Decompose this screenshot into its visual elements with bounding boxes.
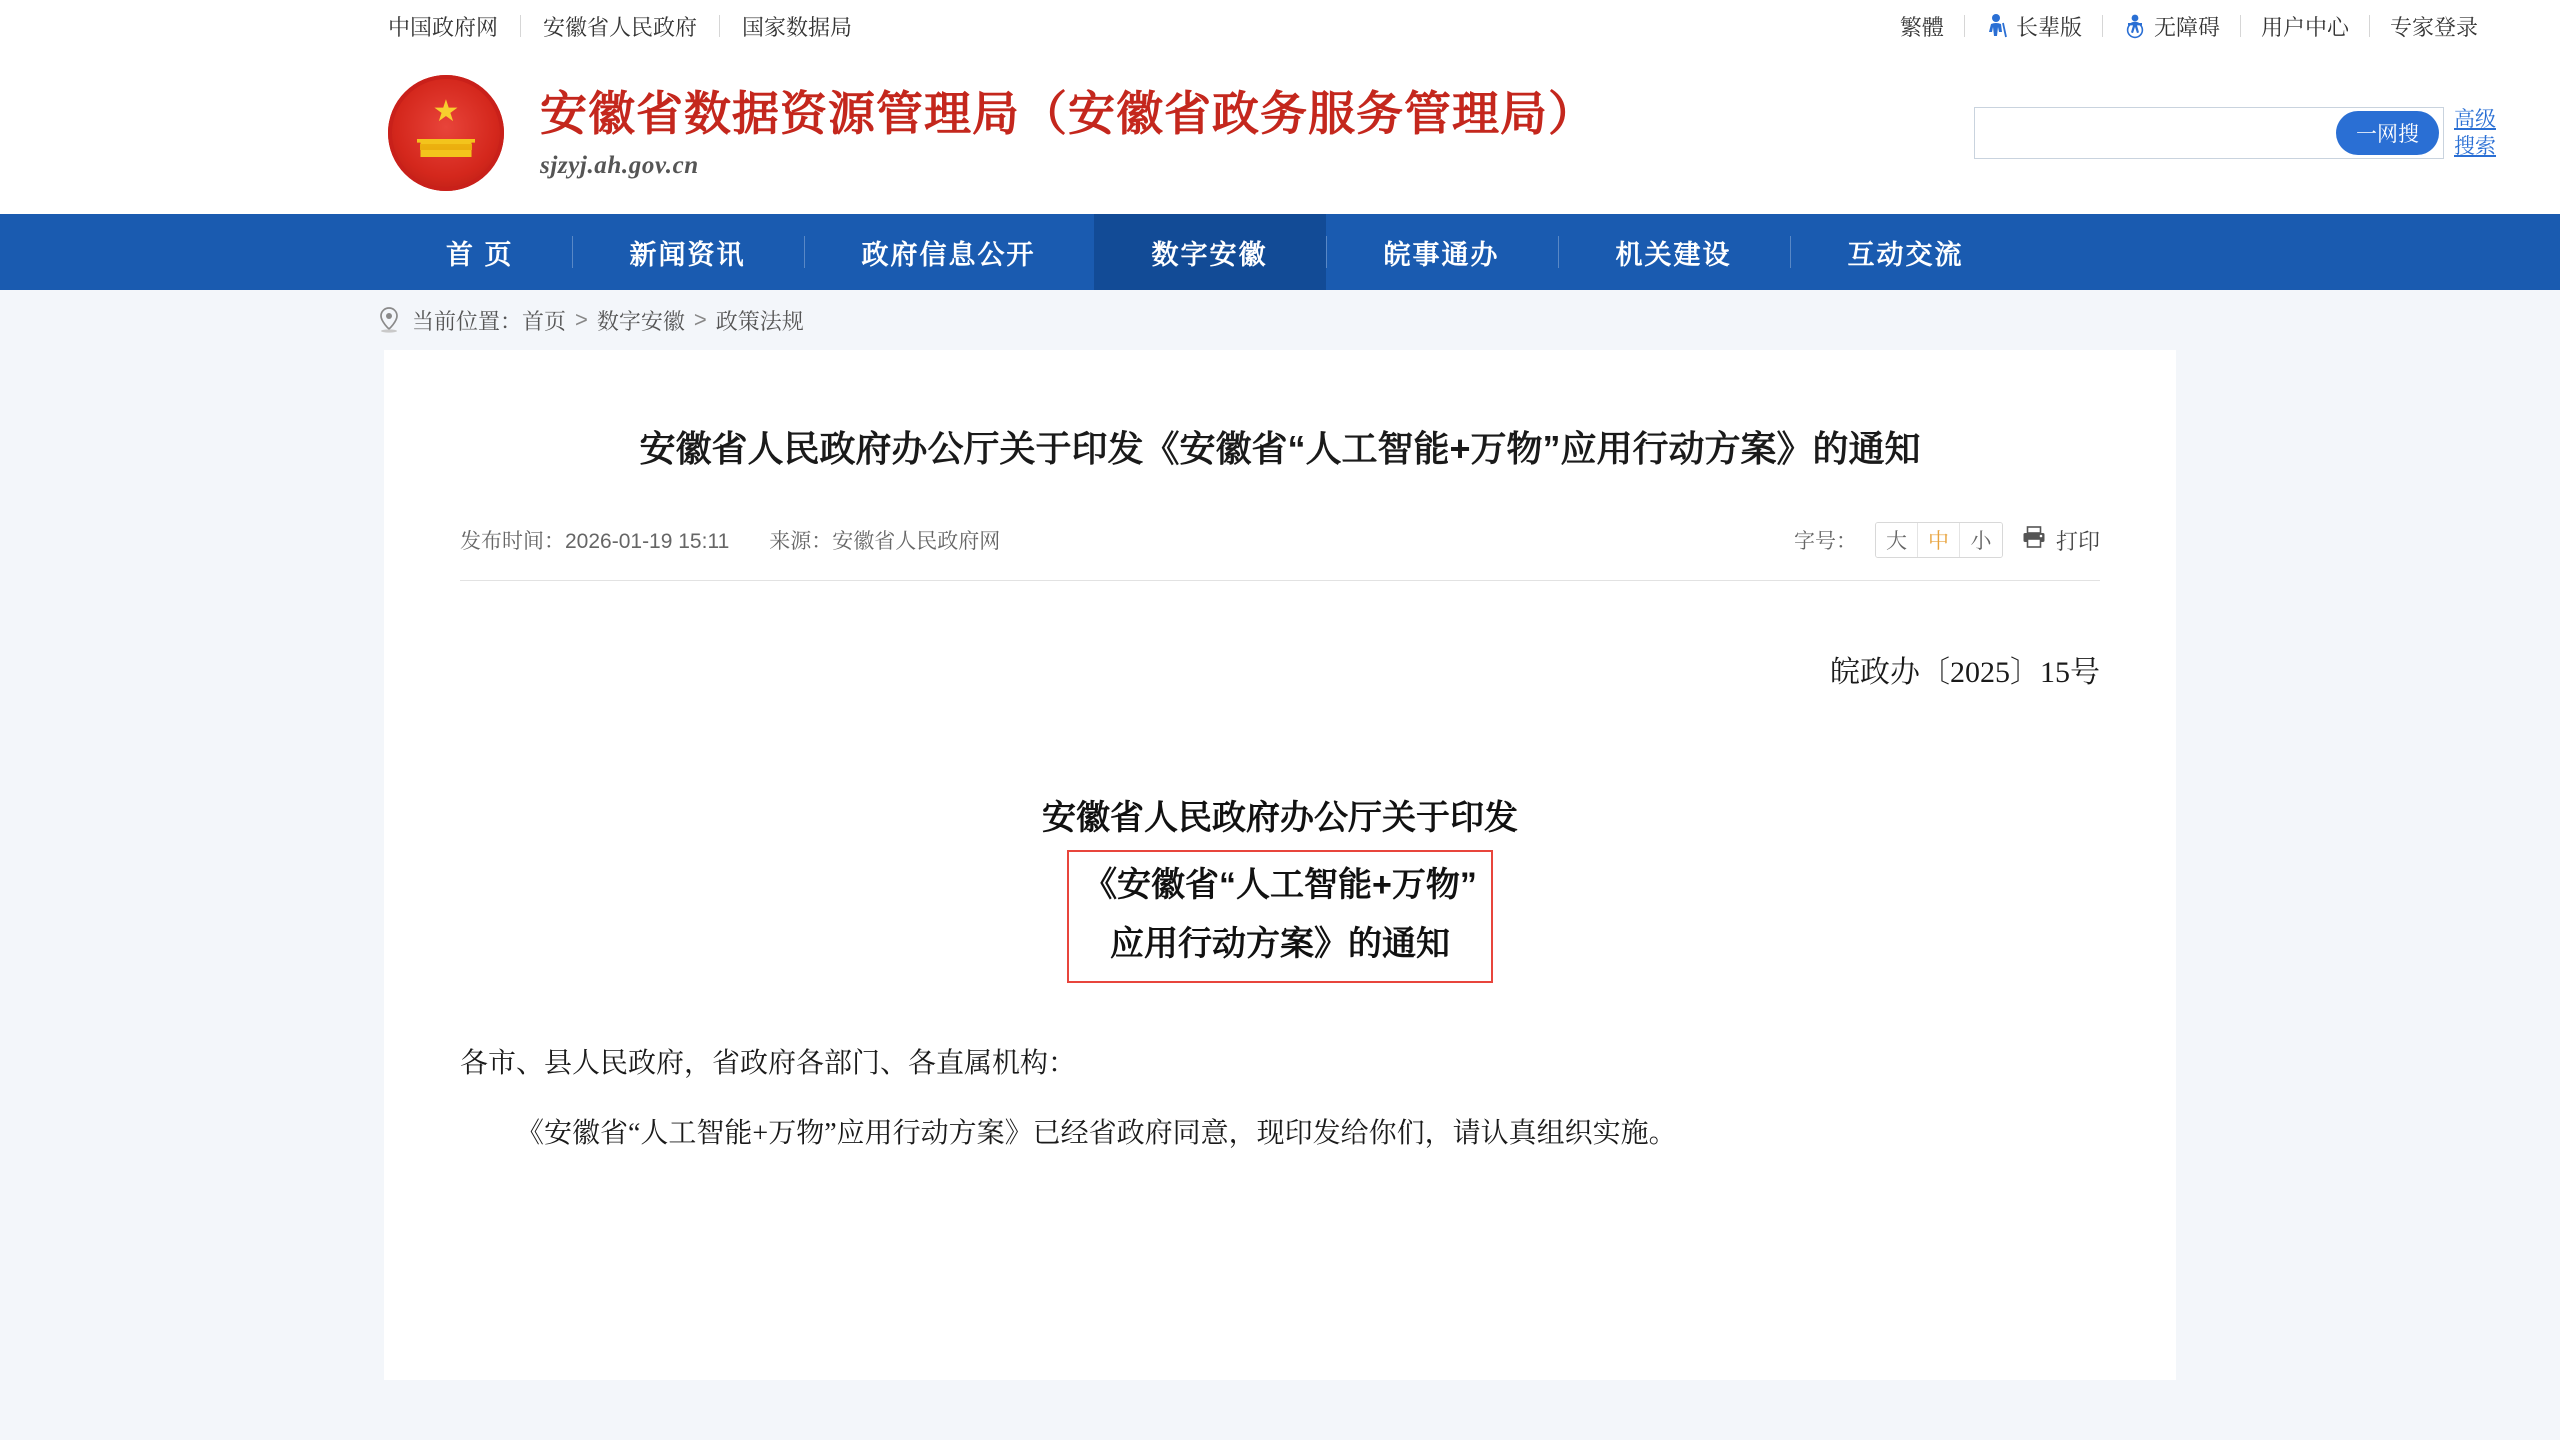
publish-time-value: 2026-01-19 15:11 — [565, 530, 730, 553]
breadcrumb-label: 当前位置： — [412, 308, 523, 334]
article-card — [384, 350, 2176, 1380]
top-right-links — [1882, 11, 2496, 42]
divider — [2102, 15, 2103, 37]
elder-version-link[interactable] — [1967, 11, 2100, 42]
nav-item-gov-info-disclosure[interactable]: 政府信息公开 — [804, 214, 1094, 290]
article-meta-right — [1794, 522, 2100, 558]
nav-item-digital-anhui[interactable]: 数字安徽 — [1094, 214, 1326, 290]
elder-icon — [1985, 13, 2009, 39]
breadcrumb-item-home[interactable]: 首页 — [522, 308, 567, 334]
nav-item-news[interactable]: 新闻资讯 — [572, 214, 804, 290]
site-title: 安徽省数据资源管理局（安徽省政务服务管理局） — [540, 86, 1596, 140]
page-title: 安徽省人民政府办公厅关于印发《安徽省“人工智能+万物”应用行动方案》的通知 — [639, 428, 1921, 469]
main-navigation — [0, 214, 2560, 290]
top-link-china-gov[interactable]: 中国政府网 — [388, 14, 499, 40]
top-utility-bar — [0, 0, 2560, 52]
expert-login-link[interactable] — [2372, 11, 2496, 42]
site-header — [0, 52, 2560, 214]
fontsize-small[interactable]: 小 — [1960, 523, 2002, 557]
search-box[interactable] — [1974, 107, 2444, 159]
advanced-search-line1[interactable]: 高级 — [2454, 107, 2496, 131]
breadcrumb-item-policy[interactable]: 政策法规 — [715, 308, 804, 334]
document-number: 皖政办〔2025〕15号 — [1830, 656, 2100, 689]
breadcrumb — [0, 290, 2560, 350]
divider — [2240, 15, 2241, 37]
accessibility-label: 无障碍 — [2153, 14, 2220, 40]
document-heading-line2: 《安徽省“人工智能+万物” — [1083, 865, 1477, 904]
header-search — [1974, 106, 2496, 161]
national-emblem-icon — [388, 75, 504, 191]
document-heading-highlight — [1067, 850, 1493, 983]
page-background — [0, 350, 2560, 1440]
publish-time-label: 发布时间： — [460, 530, 565, 553]
emblem-gate — [417, 127, 475, 157]
printer-icon — [2021, 525, 2047, 555]
fontsize-switcher[interactable] — [1875, 522, 2003, 558]
document-heading-line3: 应用行动方案》的通知 — [1109, 925, 1450, 964]
divider — [1964, 15, 1965, 37]
document-paragraph-1: 各市、县人民政府，省政府各部门、各直属机构： — [460, 1047, 1077, 1079]
print-button[interactable] — [2021, 525, 2100, 556]
article-meta-left — [460, 525, 1000, 555]
breadcrumb-separator: > — [693, 307, 707, 332]
site-domain: sjzyj.ah.gov.cn — [540, 152, 699, 180]
expert-login-label: 专家登录 — [2389, 14, 2478, 40]
nav-item-wanshitongban[interactable]: 皖事通办 — [1326, 214, 1558, 290]
traditional-chinese-label: 繁體 — [1899, 14, 1944, 40]
search-button[interactable]: 一网搜 — [2336, 111, 2439, 155]
location-pin-icon — [378, 307, 400, 333]
print-label: 打印 — [2055, 528, 2100, 554]
breadcrumb-separator: > — [575, 307, 588, 332]
document-paragraph-2: 《安徽省“人工智能+万物”应用行动方案》已经省政府同意，现印发给你们，请认真组织实施。 — [516, 1118, 1677, 1150]
source-label: 来源： — [769, 530, 833, 553]
advanced-search-line2[interactable]: 搜索 — [2454, 135, 2496, 158]
article-meta — [460, 522, 2100, 581]
accessibility-link[interactable] — [2105, 11, 2238, 42]
article-source — [769, 525, 1000, 555]
site-identity — [540, 86, 1596, 180]
fontsize-medium[interactable]: 中 — [1918, 523, 1960, 557]
user-center-label: 用户中心 — [2260, 14, 2349, 40]
breadcrumb-item-digital-anhui[interactable]: 数字安徽 — [596, 308, 685, 334]
document-heading — [460, 787, 2100, 983]
nav-item-agency-building[interactable]: 机关建设 — [1558, 214, 1790, 290]
divider — [2369, 15, 2370, 37]
nav-item-interaction[interactable]: 互动交流 — [1790, 214, 2022, 290]
advanced-search-link[interactable] — [2454, 106, 2496, 161]
traditional-chinese-toggle[interactable] — [1882, 11, 1962, 42]
publish-time — [460, 525, 729, 555]
top-link-anhui-gov[interactable]: 安徽省人民政府 — [543, 14, 698, 40]
elder-version-label: 长辈版 — [2015, 14, 2082, 40]
top-link-national-data-bureau[interactable]: 国家数据局 — [742, 14, 853, 40]
user-center-link[interactable] — [2243, 11, 2367, 42]
fontsize-label: 字号： — [1793, 530, 1857, 553]
accessibility-icon — [2123, 13, 2147, 39]
top-left-links — [388, 11, 874, 42]
nav-item-home[interactable]: 首 页 — [446, 239, 514, 270]
document-heading-line1: 安徽省人民政府办公厅关于印发 — [1042, 799, 1518, 837]
source-value: 安徽省人民政府网 — [832, 530, 1001, 553]
fontsize-large[interactable]: 大 — [1876, 523, 1918, 557]
emblem-star: ★ — [432, 95, 460, 128]
